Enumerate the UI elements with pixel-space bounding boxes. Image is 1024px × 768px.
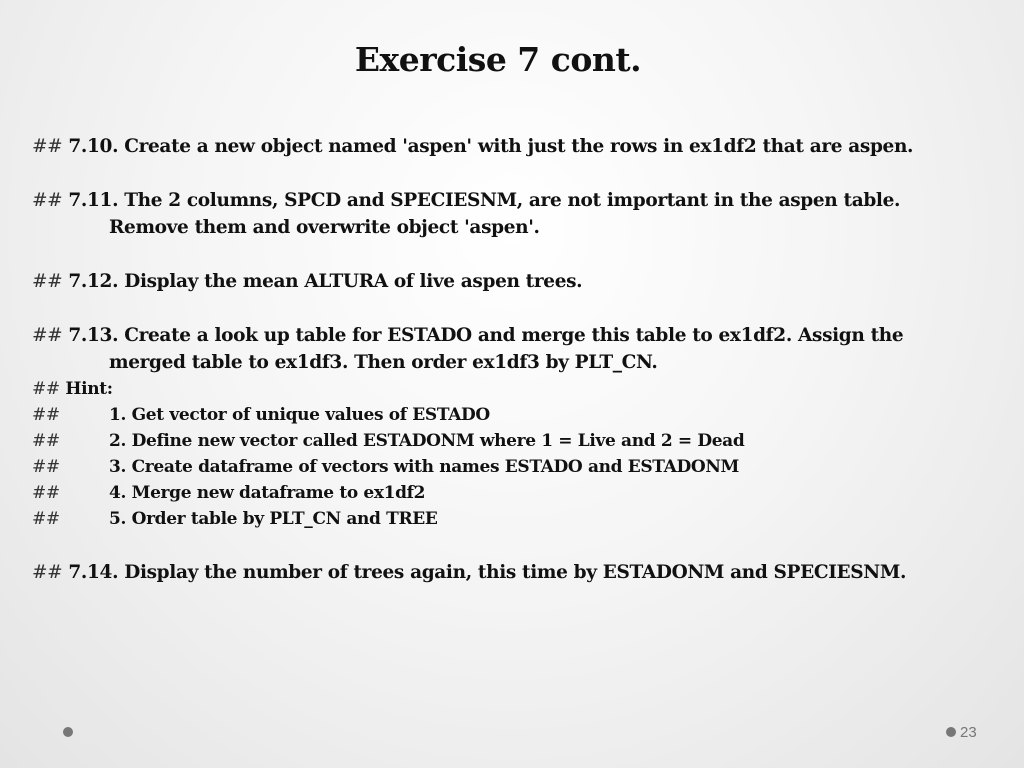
comment-marker: ##: [32, 562, 63, 583]
item-7-12-text: 7.12. Display the mean ALTURA of live aspen trees.: [68, 271, 583, 292]
item-7-10-text: 7.10. Create a new object named 'aspen' with just the rows in ex1df2 that are aspen.: [68, 136, 914, 157]
item-7-13-text: 7.13. Create a look up table for ESTADO and merge this table to ex1df2. Assign the: [68, 325, 904, 346]
comment-marker: ##: [32, 325, 63, 346]
item-7-11-text: 7.11. The 2 columns, SPCD and SPECIESNM, are not important in the aspen table.: [68, 190, 901, 211]
hint-text: 5. Order table by PLT_CN and TREE: [109, 509, 438, 529]
comment-marker: ##: [32, 271, 63, 292]
hint-text: 4. Merge new dataframe to ex1df2: [109, 483, 426, 503]
hint-text: 2. Define new vector called ESTADONM where 1 = Live and 2 = Dead: [109, 431, 745, 451]
comment-marker: ##: [32, 405, 60, 425]
item-7-10: [32, 133, 992, 160]
slide-title: Exercise 7 cont.: [354, 40, 642, 79]
hint-heading: [32, 376, 992, 402]
item-7-14: [32, 559, 992, 586]
hint-item: [32, 506, 992, 532]
slide-content: [32, 133, 992, 586]
hint-item: [32, 480, 992, 506]
comment-marker: ##: [32, 457, 60, 477]
comment-marker: ##: [32, 379, 60, 399]
decorative-dot-icon: [63, 727, 73, 737]
hint-text: 1. Get vector of unique values of ESTADO: [109, 405, 490, 425]
hint-item: [32, 454, 992, 480]
hint-text: 3. Create dataframe of vectors with names ESTADO and ESTADONM: [109, 457, 739, 477]
item-7-12: [32, 268, 992, 295]
item-7-14-text: 7.14. Display the number of trees again, this time by ESTADONM and SPECIESNM.: [68, 562, 907, 583]
comment-marker: ##: [32, 483, 60, 503]
hint-item: [32, 428, 992, 454]
item-7-13-continuation: merged table to ex1df3. Then order ex1df3 by PLT_CN.: [109, 352, 658, 373]
item-7-11-continuation: Remove them and overwrite object 'aspen'.: [109, 217, 540, 238]
comment-marker: ##: [32, 136, 63, 157]
comment-marker: ##: [32, 509, 60, 529]
comment-marker: ##: [32, 190, 63, 211]
hint-item: [32, 402, 992, 428]
decorative-dot-icon: [946, 727, 956, 737]
page-number: 23: [960, 724, 977, 741]
hint-label: Hint:: [65, 379, 113, 399]
item-7-13: [32, 322, 992, 349]
item-7-11: [32, 187, 992, 214]
comment-marker: ##: [32, 431, 60, 451]
